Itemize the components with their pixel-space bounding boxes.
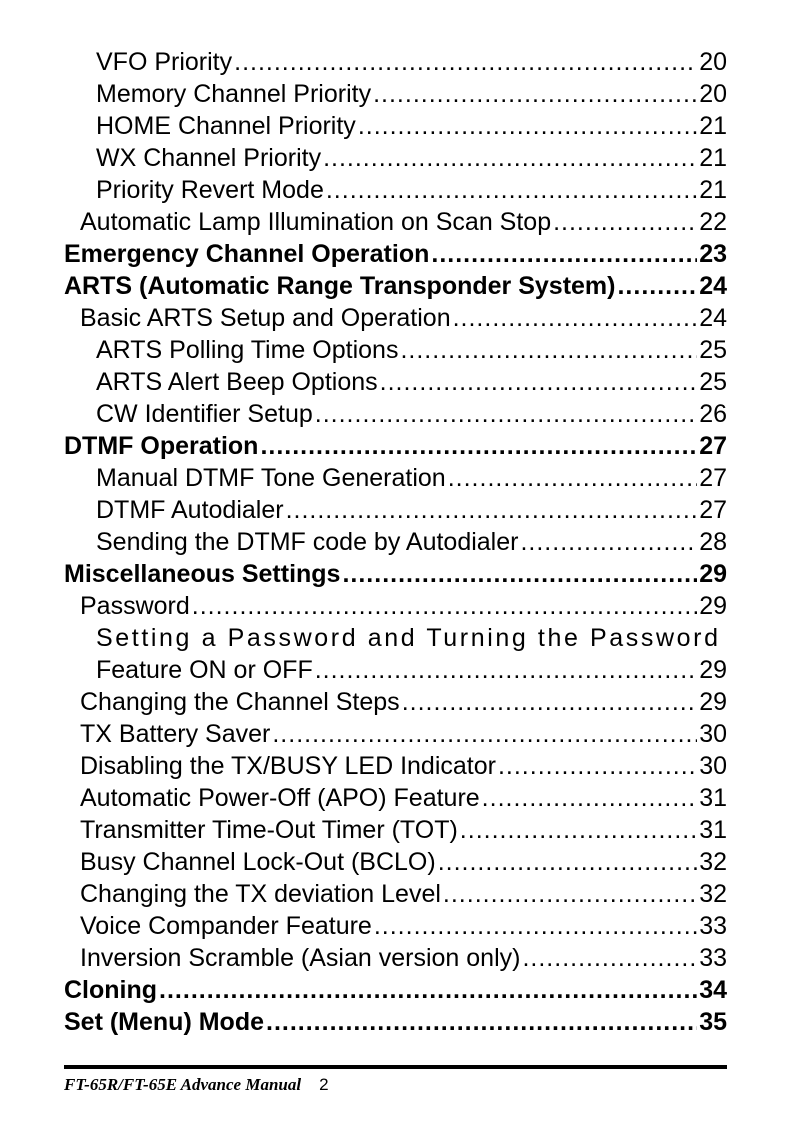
leader-dots — [342, 558, 697, 590]
toc-entry-title: ARTS Polling Time Options — [96, 336, 399, 364]
toc-entry[interactable] — [64, 174, 727, 206]
page-footer — [64, 1074, 329, 1096]
toc-entry[interactable] — [64, 590, 727, 622]
toc-section-page: 27 — [699, 432, 727, 460]
toc-entry[interactable] — [64, 878, 727, 910]
leader-dots — [159, 974, 697, 1006]
toc-entry-title: TX Battery Saver — [80, 720, 271, 748]
leader-dots — [272, 718, 697, 750]
footer-divider — [64, 1065, 727, 1069]
leader-dots — [443, 878, 697, 910]
toc-entry-title: Memory Channel Priority — [96, 80, 372, 108]
toc-entry-title: Disabling the TX/BUSY LED Indicator — [80, 752, 496, 780]
toc-section[interactable] — [64, 1006, 727, 1038]
toc-entry[interactable] — [64, 366, 727, 398]
toc-entry-page: 22 — [699, 208, 727, 236]
toc-entry-title: Transmitter Time-Out Timer (TOT) — [80, 816, 458, 844]
leader-dots — [453, 302, 698, 334]
leader-dots — [315, 398, 697, 430]
toc-section[interactable] — [64, 270, 727, 302]
toc-entry-title: ARTS Alert Beep Options — [96, 368, 378, 396]
toc-entry-page: 26 — [699, 400, 727, 428]
toc-entry-title: Busy Channel Lock-Out (BCLO) — [80, 848, 436, 876]
toc-entry-title: Automatic Lamp Illumination on Scan Stop — [80, 208, 552, 236]
toc-entry-page: 28 — [699, 528, 727, 556]
leader-dots — [192, 590, 697, 622]
leader-dots — [260, 430, 697, 462]
toc-entry[interactable] — [64, 846, 727, 878]
page-number: 2 — [319, 1075, 329, 1094]
leader-dots — [358, 110, 697, 142]
toc-entry-page: 32 — [699, 848, 727, 876]
toc-entry[interactable] — [64, 46, 727, 78]
leader-dots — [520, 526, 697, 558]
leader-dots — [617, 270, 697, 302]
toc-entry-page: 32 — [699, 880, 727, 908]
toc-entry[interactable] — [64, 302, 727, 334]
toc-entry-page: 27 — [699, 496, 727, 524]
toc-entry[interactable] — [64, 750, 727, 782]
toc-entry-page: 25 — [699, 336, 727, 364]
toc-entry-title: Voice Compander Feature — [80, 912, 372, 940]
toc-entry-title: Automatic Power-Off (APO) Feature — [80, 784, 480, 812]
leader-dots — [522, 942, 697, 974]
toc-entry-page: 29 — [699, 688, 727, 716]
toc-entry-title: Basic ARTS Setup and Operation — [80, 304, 451, 332]
toc-entry[interactable] — [64, 654, 727, 686]
toc-entry-page: 33 — [699, 912, 727, 940]
toc-entry-page: 31 — [699, 816, 727, 844]
toc-entry-title-continued[interactable]: Setting a Password and Turning the Password — [96, 624, 721, 652]
toc-section[interactable] — [64, 558, 727, 590]
leader-dots — [498, 750, 697, 782]
leader-dots — [315, 654, 697, 686]
leader-dots — [438, 846, 697, 878]
toc-section-title: Emergency Channel Operation — [64, 240, 430, 268]
toc-entry-page: 24 — [699, 304, 727, 332]
leader-dots — [380, 366, 698, 398]
toc-section-title: Miscellaneous Settings — [64, 560, 341, 588]
toc-entry[interactable] — [64, 78, 727, 110]
toc-entry-page: 21 — [699, 176, 727, 204]
leader-dots — [286, 494, 698, 526]
toc-section-title: Cloning — [64, 976, 158, 1004]
manual-title: FT-65R/FT-65E Advance Manual — [64, 1075, 302, 1094]
toc-entry-page: 29 — [699, 592, 727, 620]
toc-entry[interactable] — [64, 462, 727, 494]
toc-entry-title: WX Channel Priority — [96, 144, 322, 172]
leader-dots — [374, 910, 697, 942]
leader-dots — [482, 782, 698, 814]
toc-entry-title: HOME Channel Priority — [96, 112, 356, 140]
toc-entry-title: Manual DTMF Tone Generation — [96, 464, 446, 492]
toc-entry-title: Priority Revert Mode — [96, 176, 324, 204]
toc-entry-page: 31 — [699, 784, 727, 812]
toc-entry-page: 21 — [699, 144, 727, 172]
toc-entry[interactable] — [64, 718, 727, 750]
toc-entry-title: Changing the Channel Steps — [80, 688, 400, 716]
toc-entry-page: 20 — [699, 80, 727, 108]
toc-section-page: 23 — [699, 240, 727, 268]
toc-entry[interactable] — [64, 142, 727, 174]
toc-section[interactable] — [64, 430, 727, 462]
toc-section-title: Set (Menu) Mode — [64, 1008, 264, 1036]
leader-dots — [373, 78, 697, 110]
leader-dots — [460, 814, 697, 846]
toc-section-page: 34 — [699, 976, 727, 1004]
toc-entry-page: 30 — [699, 720, 727, 748]
leader-dots — [402, 686, 698, 718]
toc-section-page: 35 — [699, 1008, 727, 1036]
leader-dots — [266, 1006, 697, 1038]
toc-entry-page: 29 — [699, 656, 727, 684]
toc-entry[interactable] — [64, 910, 727, 942]
toc-entry-title: Changing the TX deviation Level — [80, 880, 441, 908]
toc-entry[interactable] — [64, 206, 727, 238]
toc-entry-page: 33 — [699, 944, 727, 972]
toc-entry-title: CW Identifier Setup — [96, 400, 313, 428]
toc-entry-title: DTMF Autodialer — [96, 496, 284, 524]
toc-entry[interactable] — [64, 942, 727, 974]
leader-dots — [553, 206, 697, 238]
toc-section[interactable] — [64, 974, 727, 1006]
leader-dots — [448, 462, 697, 494]
toc-entry-title: Inversion Scramble (Asian version only) — [80, 944, 521, 972]
toc-section-title: ARTS (Automatic Range Transponder System) — [64, 272, 616, 300]
toc-entry-page: 25 — [699, 368, 727, 396]
toc-entry-page: 27 — [699, 464, 727, 492]
toc-entry-title: Feature ON or OFF — [96, 656, 313, 684]
toc-section[interactable] — [64, 238, 727, 270]
toc-entry-title: VFO Priority — [96, 48, 233, 76]
leader-dots — [431, 238, 697, 270]
toc-entry[interactable] — [64, 334, 727, 366]
toc-section-page: 29 — [699, 560, 727, 588]
toc-entry[interactable] — [64, 494, 727, 526]
toc-entry[interactable] — [64, 782, 727, 814]
toc-entry[interactable] — [64, 526, 727, 558]
leader-dots — [400, 334, 697, 366]
toc-entry-title: Sending the DTMF code by Autodialer — [96, 528, 519, 556]
table-of-contents — [64, 46, 727, 1038]
leader-dots — [326, 174, 697, 206]
toc-entry-page: 30 — [699, 752, 727, 780]
toc-section-title: DTMF Operation — [64, 432, 259, 460]
toc-section-page: 24 — [699, 272, 727, 300]
toc-entry[interactable] — [64, 110, 727, 142]
toc-entry[interactable] — [64, 398, 727, 430]
toc-entry-page: 20 — [699, 48, 727, 76]
toc-entry[interactable] — [64, 686, 727, 718]
leader-dots — [323, 142, 697, 174]
toc-entry-title: Password — [80, 592, 190, 620]
toc-entry[interactable] — [64, 814, 727, 846]
toc-entry-page: 21 — [699, 112, 727, 140]
leader-dots — [234, 46, 697, 78]
